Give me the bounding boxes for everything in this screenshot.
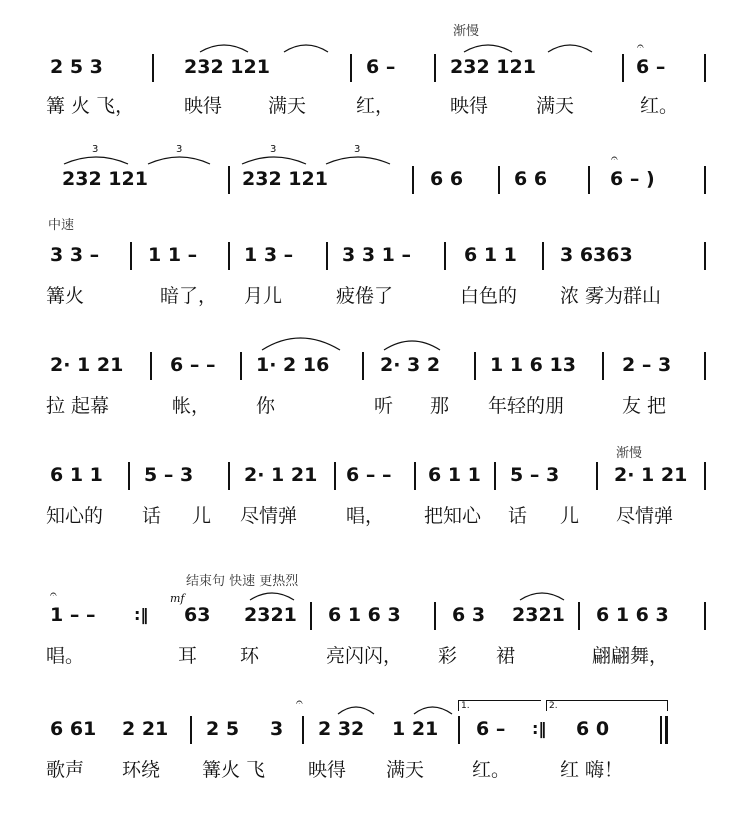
barline <box>444 242 446 270</box>
fermata: 𝄐 <box>50 587 57 601</box>
barline <box>660 716 662 744</box>
lyric: 映得 <box>450 95 489 117</box>
notes-cell: 6 1 6 3 <box>328 604 401 626</box>
tempo-marking: 中速 <box>48 218 75 233</box>
notes-line <box>40 52 720 82</box>
volta-bracket-1: 1. <box>458 700 541 711</box>
notes-line <box>40 350 720 380</box>
lyrics-line <box>40 282 720 310</box>
lyric: 那 <box>430 395 450 417</box>
lyric: 满天 <box>386 759 425 781</box>
notes-cell: 232 121 <box>242 168 328 190</box>
volta-bracket-2: 2. <box>546 700 668 711</box>
notes-line <box>40 600 720 630</box>
notes-cell: 6 1 1 <box>50 464 103 486</box>
lyric: 儿 <box>560 505 580 527</box>
lyric: 友 把 <box>622 395 667 417</box>
notes-cell: 232 121 <box>450 56 536 78</box>
lyric: 浓 雾为群山 <box>560 285 662 307</box>
lyric: 篝火 <box>46 285 85 307</box>
notes-cell: 3 3 – <box>50 244 100 266</box>
barline <box>704 352 706 380</box>
notes-cell: 6 0 <box>576 718 610 740</box>
notes-cell: 2 5 <box>206 718 240 740</box>
notes-cell: 2 21 <box>122 718 169 740</box>
barline <box>458 716 460 744</box>
lyric: 环绕 <box>122 759 161 781</box>
lyric: 满天 <box>268 95 307 117</box>
barline <box>578 602 580 630</box>
barline <box>350 54 352 82</box>
lyric: 你 <box>256 395 276 417</box>
barline <box>498 166 500 194</box>
barline <box>704 166 706 194</box>
lyric: 映得 <box>308 759 347 781</box>
lyric: 话 <box>508 505 528 527</box>
notes-cell: 6 – <box>636 56 666 78</box>
barline <box>434 54 436 82</box>
barline <box>228 242 230 270</box>
svg-text:3: 3 <box>270 144 277 155</box>
notes-cell: 2· 1 21 <box>614 464 688 486</box>
notes-cell: 6 1 6 3 <box>596 604 669 626</box>
notes-cell: 6 6 <box>514 168 548 190</box>
svg-text:3: 3 <box>176 144 183 155</box>
notes-cell: 1 – – <box>50 604 96 626</box>
lyrics-line <box>40 392 720 420</box>
notes-cell: 1 3 – <box>244 244 294 266</box>
barline <box>362 352 364 380</box>
barline <box>704 242 706 270</box>
barline <box>602 352 604 380</box>
lyric: 把知心 <box>424 505 482 527</box>
notes-cell: 6 – ) <box>610 168 655 190</box>
final-barline <box>665 716 668 744</box>
notes-cell: 6 – <box>366 56 396 78</box>
notes-line <box>40 714 720 744</box>
barline <box>704 462 706 490</box>
lyric: 篝 火 飞， <box>46 95 135 117</box>
lyric: 歌声 <box>46 759 85 781</box>
lyrics-line <box>40 642 720 670</box>
notes-cell: 6 3 <box>452 604 486 626</box>
notes-cell: 3 <box>270 718 284 740</box>
notes-cell: 232 121 <box>184 56 270 78</box>
barline <box>228 166 230 194</box>
notes-cell: 232 121 <box>62 168 148 190</box>
lyric: 彩 <box>438 645 458 667</box>
lyric: 白色的 <box>460 285 518 307</box>
dynamic-marking: mf <box>170 592 185 605</box>
lyric: 满天 <box>536 95 575 117</box>
lyric: 疲倦了 <box>336 285 394 307</box>
notes-cell: 2 32 <box>318 718 365 740</box>
lyric: 拉 起幕 <box>46 395 110 417</box>
barline <box>326 242 328 270</box>
fermata: 𝄐 <box>611 151 618 165</box>
notes-cell: 2 5 3 <box>50 56 103 78</box>
fermata: 𝄐 <box>296 695 303 709</box>
lyric: 裙 <box>496 645 516 667</box>
lyric: 唱。 <box>46 645 85 667</box>
lyric: 红 嗨！ <box>560 759 624 781</box>
barline <box>302 716 304 744</box>
notes-cell: 1· 2 16 <box>256 354 330 376</box>
notes-cell: 6 61 <box>50 718 97 740</box>
lyric: 暗了， <box>160 285 218 307</box>
notes-line <box>40 460 720 490</box>
fermata: 𝄐 <box>637 39 644 53</box>
notes-cell: 6 – <box>476 718 506 740</box>
notes-line <box>40 240 720 270</box>
barline <box>704 602 706 630</box>
barline <box>412 166 414 194</box>
lyric: 红。 <box>472 759 511 781</box>
notes-cell: 5 – 3 <box>510 464 560 486</box>
lyric: 听 <box>374 395 394 417</box>
barline <box>310 602 312 630</box>
notes-cell: 2321 <box>244 604 297 626</box>
notes-cell: 6 1 1 <box>464 244 517 266</box>
notes-cell: 2321 <box>512 604 565 626</box>
lyric: 帐， <box>172 395 211 417</box>
barline <box>130 242 132 270</box>
lyric: 红， <box>356 95 395 117</box>
notes-cell: 6 6 <box>430 168 464 190</box>
barline <box>414 462 416 490</box>
lyric: 翩翩舞， <box>592 645 669 667</box>
barline <box>128 462 130 490</box>
lyric: 篝火 飞 <box>202 759 266 781</box>
notes-cell: 5 – 3 <box>144 464 194 486</box>
lyric: 尽情弹 <box>240 505 298 527</box>
repeat-start: :‖ <box>134 605 149 624</box>
notes-line <box>40 164 720 194</box>
svg-text:3: 3 <box>92 144 99 155</box>
svg-text:3: 3 <box>354 144 361 155</box>
lyrics-line <box>40 92 720 120</box>
notes-cell: 2 – 3 <box>622 354 672 376</box>
barline <box>588 166 590 194</box>
tempo-marking: 结束句 快速 更热烈 <box>186 574 299 589</box>
barline <box>190 716 192 744</box>
tempo-marking: 渐慢 <box>453 24 480 39</box>
barline <box>596 462 598 490</box>
barline <box>622 54 624 82</box>
barline <box>474 352 476 380</box>
lyric: 儿 <box>192 505 212 527</box>
lyric: 尽情弹 <box>616 505 674 527</box>
lyric: 年轻的朋 <box>488 395 565 417</box>
lyrics-line <box>40 502 720 530</box>
lyric: 知心的 <box>46 505 104 527</box>
lyric: 唱， <box>346 505 385 527</box>
repeat-end: :‖ <box>532 719 547 738</box>
barline <box>150 352 152 380</box>
lyric: 耳 <box>178 645 198 667</box>
barline <box>704 54 706 82</box>
lyric: 话 <box>142 505 162 527</box>
lyric: 亮闪闪， <box>326 645 403 667</box>
notes-cell: 2· 3 2 <box>380 354 441 376</box>
notes-cell: 3 3 1 – <box>342 244 412 266</box>
notes-cell: 1 21 <box>392 718 439 740</box>
barline <box>542 242 544 270</box>
notes-cell: 63 <box>184 604 211 626</box>
lyric: 环 <box>240 645 260 667</box>
notes-cell: 6 – – <box>346 464 392 486</box>
lyric: 红。 <box>640 95 679 117</box>
barline <box>494 462 496 490</box>
notes-cell: 6 1 1 <box>428 464 481 486</box>
notes-cell: 1 1 6 13 <box>490 354 576 376</box>
lyric: 月儿 <box>244 285 283 307</box>
barline <box>334 462 336 490</box>
notes-cell: 6 – – <box>170 354 216 376</box>
notes-cell: 1 1 – <box>148 244 198 266</box>
lyric: 映得 <box>184 95 223 117</box>
notes-cell: 3 6363 <box>560 244 633 266</box>
lyrics-line <box>40 756 720 784</box>
notes-cell: 2· 1 21 <box>50 354 124 376</box>
barline <box>152 54 154 82</box>
barline <box>228 462 230 490</box>
barline <box>434 602 436 630</box>
tempo-marking: 渐慢 <box>616 446 643 461</box>
notes-cell: 2· 1 21 <box>244 464 318 486</box>
barline <box>240 352 242 380</box>
